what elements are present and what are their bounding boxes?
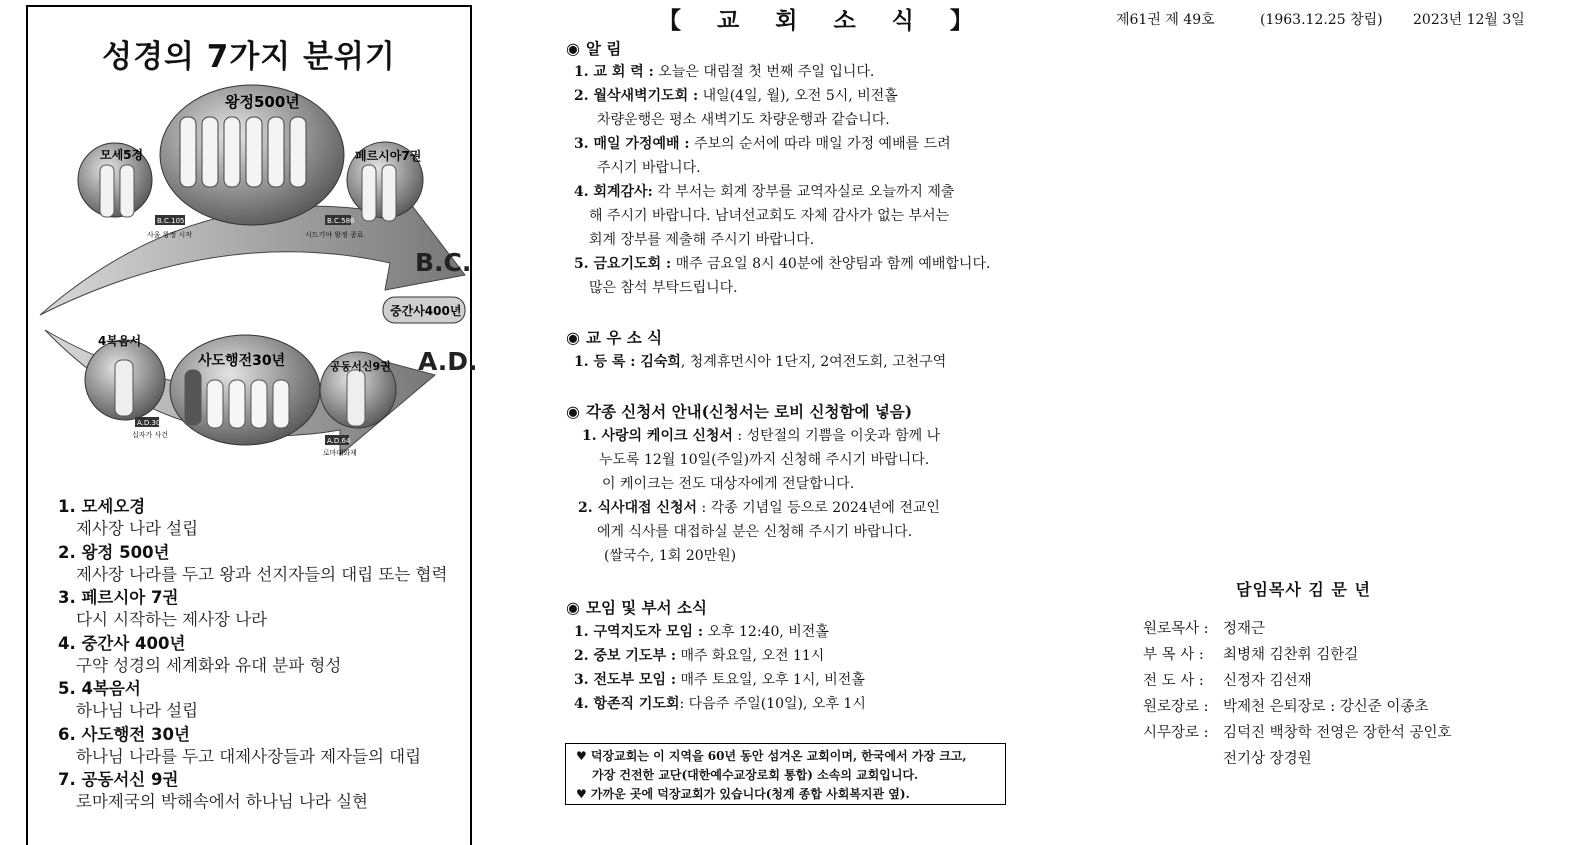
forms-line: 2. 식사대접 신청서 : 각종 기념일 등으로 2024년에 전교인 bbox=[578, 500, 940, 516]
section-meetings-title bbox=[566, 596, 707, 618]
list-item-desc: 하나님 나라 설립 bbox=[76, 701, 199, 720]
gospels-label: 4복음서 bbox=[98, 334, 142, 348]
section-bullet-icon: ◉ bbox=[566, 598, 580, 617]
list-item-desc: 하나님 나라를 두고 대제사장들과 제자들의 대립 bbox=[76, 746, 422, 766]
rome-fire: 로마대화재 bbox=[323, 449, 357, 457]
bc-label: B.C. bbox=[415, 248, 472, 277]
news-heading: 【 교 회 소 식 】 bbox=[658, 7, 987, 34]
announce-line: 차량운행은 평소 새벽기도 차량운행과 같습니다. bbox=[597, 112, 890, 128]
list-item bbox=[58, 723, 447, 769]
acts-label: 사도행전30년 bbox=[198, 353, 286, 369]
announce-line: 주시기 바랍니다. bbox=[597, 160, 701, 176]
staff-row: 원로장로 : 박제천 은퇴장로 : 강신준 이종초 bbox=[1143, 699, 1429, 715]
bible-timeline-diagram bbox=[40, 85, 478, 465]
poster-panel bbox=[26, 5, 478, 845]
poster-list bbox=[58, 495, 447, 814]
issue-date: 2023년 12월 3일 bbox=[1413, 12, 1525, 28]
poster-title: 성경의 7가지 분위기 bbox=[102, 39, 396, 75]
meetings-line: 2. 중보 기도부 : 매주 화요일, 오전 11시 bbox=[574, 648, 825, 664]
notice-line: 가장 건전한 교단(대한예수교장로회 통합) 소속의 교회입니다. bbox=[592, 768, 919, 782]
staff-row: 전 도 사 : 신정자 김선재 bbox=[1143, 673, 1312, 689]
list-item bbox=[58, 586, 447, 632]
section-title-text: 모임 및 부서 소식 bbox=[585, 598, 707, 617]
announce-line: 많은 참석 부탁드립니다. bbox=[589, 280, 738, 296]
announce-line: 2. 월삭새벽기도회 : 내일(4일, 월), 오전 5시, 비전홀 bbox=[574, 88, 898, 104]
list-item-title: 5. 4복음서 bbox=[58, 679, 141, 698]
section-bullet-icon: ◉ bbox=[566, 39, 580, 58]
ad30: A.D.30 bbox=[137, 419, 161, 427]
announce-line: 3. 매일 가정예배 : 주보의 순서에 따라 매일 가정 예배를 드려 bbox=[574, 136, 951, 152]
list-item-title: 4. 중간사 400년 bbox=[58, 633, 186, 653]
announce-line: 회계 장부를 제출해 주시기 바랍니다. bbox=[589, 232, 815, 248]
section-title-text: 교 우 소 식 bbox=[585, 328, 663, 347]
list-item bbox=[58, 677, 447, 723]
list-item-desc: 제사장 나라 설립 bbox=[76, 519, 199, 538]
section-announcements-title bbox=[566, 37, 621, 59]
forms-line: 에게 식사를 대접하실 분은 신청해 주시기 바랍니다. bbox=[597, 524, 913, 540]
kingdom-label: 왕정500년 bbox=[225, 93, 300, 111]
forms-line: 이 케이크는 전도 대상자에게 전달합니다. bbox=[602, 476, 855, 492]
list-item-title: 7. 공동서신 9권 bbox=[58, 770, 179, 789]
list-item-title: 6. 사도행전 30년 bbox=[58, 724, 190, 744]
cross-event: 십자가 사건 bbox=[132, 431, 169, 439]
section-title-text: 각종 신청서 안내(신청서는 로비 신청함에 넣음) bbox=[585, 402, 913, 421]
list-item-desc: 다시 시작하는 제사장 나라 bbox=[76, 610, 268, 629]
staff-row: 전기상 장경원 bbox=[1223, 751, 1312, 767]
section-bullet-icon: ◉ bbox=[566, 402, 580, 421]
announce-line: 1. 교 회 력 : 오늘은 대림절 첫 번째 주일 입니다. bbox=[574, 64, 875, 80]
volume-number: 제61권 제 49호 bbox=[1116, 12, 1215, 28]
ad-label: A.D. bbox=[418, 347, 478, 376]
members-line: 1. 등 록 : 김숙희, 청계휴먼시아 1단지, 2여전도회, 고천구역 bbox=[574, 354, 947, 370]
forms-line: (쌀국수, 1회 20만원) bbox=[604, 548, 737, 564]
end-kingdom: 시드기야 왕정 종료 bbox=[305, 231, 364, 239]
section-members-title bbox=[566, 326, 662, 348]
meetings-line: 3. 전도부 모임 : 매주 토요일, 오후 1시, 비전홀 bbox=[574, 672, 865, 688]
list-item bbox=[58, 495, 447, 541]
notice-line: ♥ 덕장교회는 이 지역을 60년 동안 섬겨온 교회이며, 한국에서 가장 크고, bbox=[576, 749, 967, 763]
section-title-text: 알 림 bbox=[585, 39, 622, 58]
list-item bbox=[58, 768, 447, 814]
list-item-desc: 제사장 나라를 두고 왕과 선지자들의 대립 또는 협력 bbox=[76, 564, 448, 584]
section-bullet-icon: ◉ bbox=[566, 328, 580, 347]
announce-line: 4. 회계감사: 각 부서는 회계 장부를 교역자실로 오늘까지 제출 bbox=[574, 184, 955, 200]
list-item-desc: 로마제국의 박해속에서 하나님 나라 실현 bbox=[76, 792, 368, 811]
list-item-title: 2. 왕정 500년 bbox=[58, 542, 170, 562]
church-notice-box bbox=[565, 743, 1006, 805]
list-item-desc: 구약 성경의 세계화와 유대 분파 형성 bbox=[76, 655, 342, 675]
ad64: A.D.64 bbox=[327, 437, 351, 445]
moses-label: 모세5경 bbox=[100, 148, 144, 162]
list-item-title: 3. 페르시아 7권 bbox=[58, 588, 179, 607]
staff-row: 시무장로 : 김덕진 백창학 전영은 장한석 공인호 bbox=[1143, 725, 1452, 741]
list-item bbox=[58, 632, 447, 678]
announce-line: 5. 금요기도회 : 매주 금요일 8시 40분에 찬양팀과 함께 예배합니다. bbox=[574, 256, 991, 272]
founded-date: (1963.12.25 창립) bbox=[1260, 12, 1383, 28]
staff-row: 부 목 사 : 최병채 김찬휘 김한길 bbox=[1143, 647, 1359, 663]
senior-pastor: 담임목사 김 문 년 bbox=[1236, 580, 1371, 599]
notice-line: ♥ 가까운 곳에 덕장교회가 있습니다(청계 종합 사회복지관 옆). bbox=[576, 787, 910, 801]
meetings-line: 1. 구역지도자 모임 : 오후 12:40, 비전홀 bbox=[574, 624, 829, 640]
meetings-line: 4. 항존직 기도회: 다음주 주일(10일), 오후 1시 bbox=[574, 696, 866, 712]
bc1050: B.C.1050 bbox=[157, 217, 189, 225]
bc586: B.C.586 bbox=[327, 217, 355, 225]
persia-label: 페르시아7권 bbox=[355, 149, 422, 163]
epistles-label: 공동서신9권 bbox=[330, 360, 391, 373]
section-forms-title bbox=[566, 400, 912, 422]
intertestament-label: 중간사400년 bbox=[390, 304, 462, 318]
announce-line: 해 주시기 바랍니다. 남녀선교회도 자체 감사가 없는 부서는 bbox=[589, 208, 950, 224]
list-item bbox=[58, 541, 447, 587]
staff-row: 원로목사 : 정재근 bbox=[1143, 621, 1266, 637]
list-item-title: 1. 모세오경 bbox=[58, 497, 146, 516]
forms-line: 누도록 12월 10일(주일)까지 신청해 주시기 바랍니다. bbox=[599, 452, 930, 468]
forms-line: 1. 사랑의 케이크 신청서 : 성탄절의 기쁨을 이웃과 함께 나 bbox=[582, 428, 941, 444]
start-kingdom: 사울 왕정 시작 bbox=[147, 231, 193, 239]
